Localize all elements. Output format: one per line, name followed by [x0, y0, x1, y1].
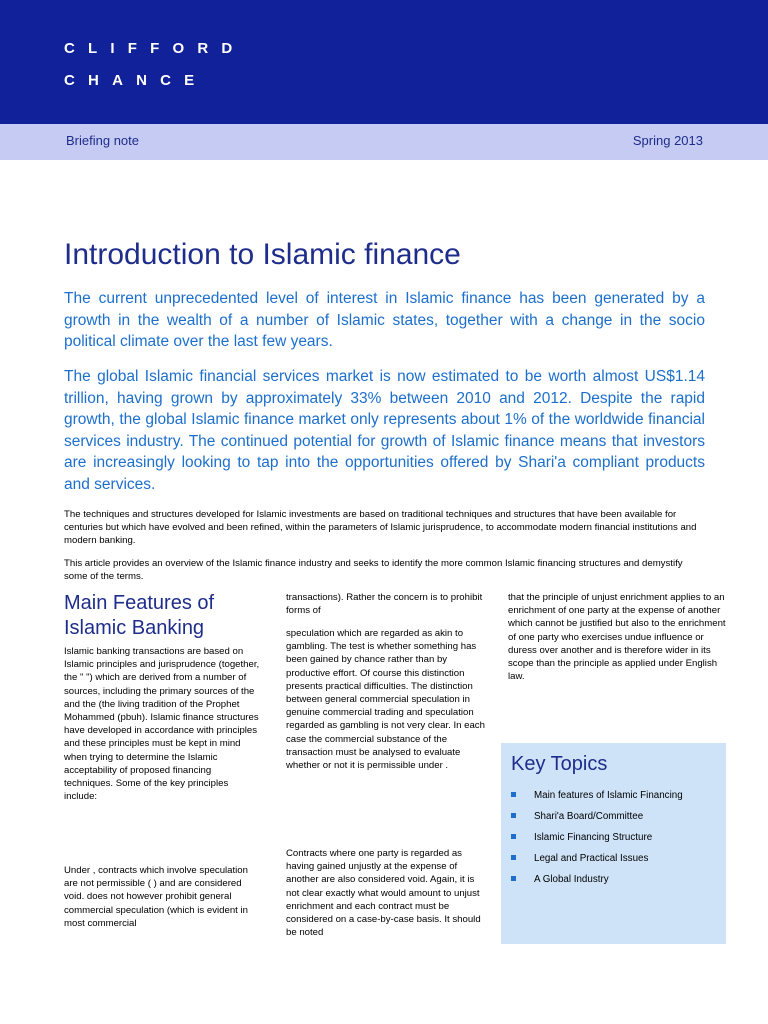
brand-logo-line-1: CLIFFORD [64, 40, 246, 57]
intro-paragraph-2: This article provides an overview of the Islamic finance industry and seeks to identify the more common Islamic financing structures and demystify some of the terms. [64, 558, 683, 582]
column-1-paragraph-1: Islamic banking transactions are based on Islamic principles and jurisprudence (together, the " ") which are derived from a number of sources, including the primary sources of the and the (the living tradition of the Prophet Mohammed (pbuh). Islamic finance structures have developed in accordance with principles and these principles must be kept in mind when trying to determine the Islamic acceptability of proposed financing techniques. Some of the key principles include: [64, 646, 260, 803]
key-topics-title: Key Topics [511, 753, 608, 775]
brand-logo-line-2: CHANCE [64, 72, 208, 89]
key-topic-item[interactable] [511, 831, 716, 844]
square-bullet-icon [511, 813, 516, 818]
key-topic-item[interactable] [511, 852, 716, 865]
square-bullet-icon [511, 792, 516, 797]
document-title: Introduction to Islamic finance [64, 238, 461, 271]
key-topic-item[interactable] [511, 873, 716, 886]
column-3-paragraph-1: that the principle of unjust enrichment applies to an enrichment of one party at the expense of another which cannot be justified but also to the enrichment of one party who exercises undue influence or duress over another and is therefore wider in its scope than the principle as applied under English law. [508, 592, 726, 683]
info-bar [0, 124, 768, 160]
key-topic-label: Shari'a Board/Committee [534, 811, 644, 822]
key-topic-item[interactable] [511, 810, 716, 823]
lead-paragraph-2: The global Islamic financial services market is now estimated to be worth almost US$1.14 trillion, having grown by approximately 33% between 2010 and 2012. Despite the rapid growth, the global Islamic finance market only represents about 1% of the worldwide financial services industry. The continued potential for growth of Islamic finance means that investors are increasingly looking to tap into the opportunities offered by Shari'a compliant products and services. [64, 368, 705, 493]
lead-paragraph-1: The current unprecedented level of interest in Islamic finance has been generated by a growth in the wealth of a number of Islamic states, together with a change in the socio political climate over the last few years. [64, 290, 705, 350]
column-2-paragraph-1: transactions). Rather the concern is to prohibit forms of [286, 592, 483, 617]
key-topic-item[interactable] [511, 789, 716, 802]
key-topics-list [511, 789, 716, 894]
brand-banner [0, 0, 768, 124]
square-bullet-icon [511, 876, 516, 881]
column-2-paragraph-3: Contracts where one party is regarded as having gained unjustly at the expense of another are also considered void. Again, it is not clear exactly what would amount to unjust enrichment and each contract must be considered on a case-by-case basis. It should be noted [286, 848, 481, 939]
publication-date: Spring 2013 [632, 133, 703, 148]
intro-paragraph-1: The techniques and structures developed for Islamic investments are based on traditional techniques and structures that have been available for centuries but which have evolved and been refined, within the parameters of Islamic jurisprudence, to accommodate modern financial institutions and modern banking. [64, 509, 697, 546]
column-2-paragraph-2: speculation which are regarded as akin to gambling. The test is whether something has been gained by chance rather than by productive effort. Of course this distinction presents practical difficulties. The distinction between general commercial speculation in genuine commercial trading and speculation regarded as gambling is not very clear. In each case the commercial substance of the transaction must be analysed to evaluate whether or not it is permissible under . [286, 628, 485, 772]
square-bullet-icon [511, 855, 516, 860]
key-topic-label: A Global Industry [534, 874, 609, 885]
document-type-label: Briefing note [66, 133, 139, 148]
key-topic-label: Legal and Practical Issues [534, 853, 649, 864]
square-bullet-icon [511, 834, 516, 839]
key-topic-label: Islamic Financing Structure [534, 832, 653, 843]
column-1-paragraph-2: Under , contracts which involve speculation are not permissible ( ) and are considered void. does not however prohibit general commercial speculation (which is evident in most commercial [64, 865, 248, 929]
key-topic-label: Main features of Islamic Financing [534, 790, 683, 801]
key-topics-box [501, 743, 726, 944]
section-heading-main-features: Main Features of Islamic Banking [64, 592, 215, 639]
